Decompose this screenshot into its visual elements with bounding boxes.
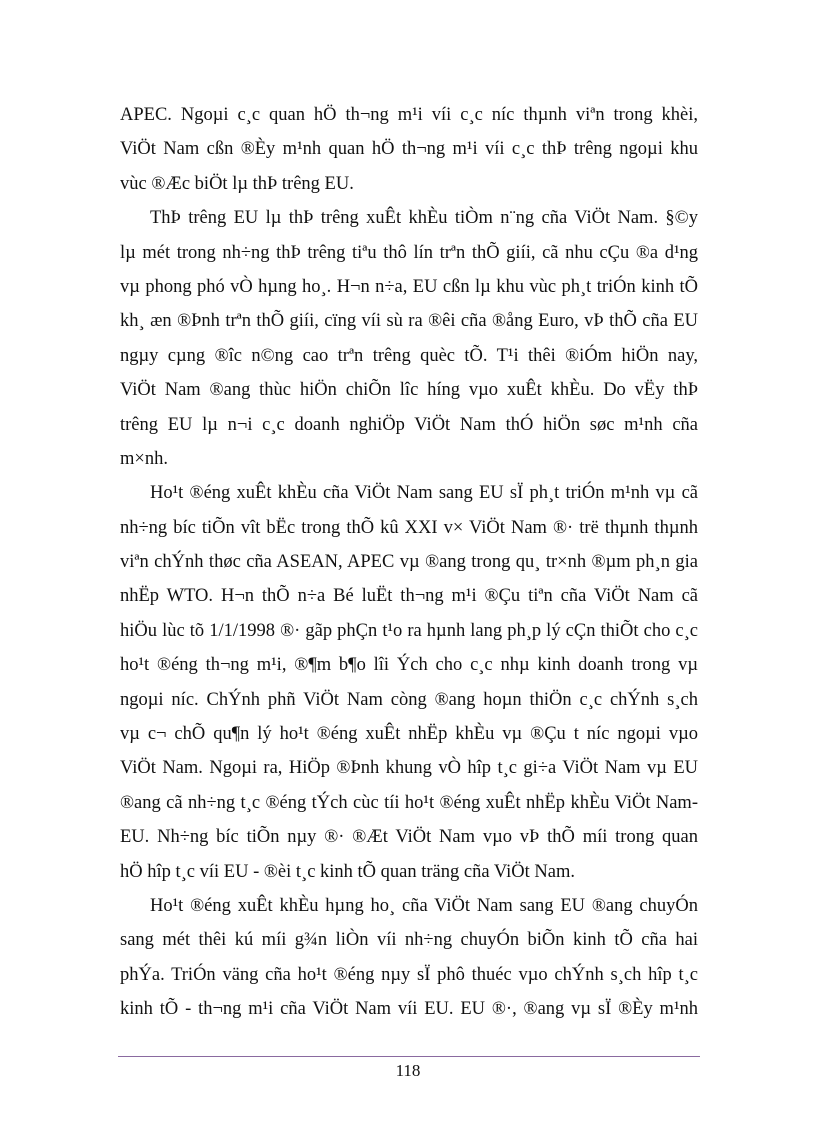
text-line: ®ang cã nh÷ng t¸c ®éng tÝch cùc tíi ho¹t ®éng xuÊt nhËp khÈu ViÖt Nam-: [120, 792, 698, 813]
paragraph: [120, 889, 698, 1027]
text-line: ngµy cµng ®îc n©ng cao trªn trêng quèc tÕ. T¹i thêi ®iÓm hiÖn nay,: [120, 345, 698, 366]
body-text: [120, 98, 698, 1027]
text-line: vµ phong phó vÒ hµng ho¸. H¬n n÷a, EU cßn lµ khu vùc ph¸t triÓn kinh tÕ: [120, 276, 698, 297]
text-line: ViÖt Nam cßn ®Èy m¹nh quan hÖ th¬ng m¹i víi c¸c thÞ trêng ngoµi khu: [120, 139, 698, 160]
text-line: APEC. Ngoµi c¸c quan hÖ th¬ng m¹i víi c¸c níc thµnh viªn trong khèi,: [120, 105, 698, 125]
text-line: hiÖu lùc tõ 1/1/1998 ®· gãp phÇn t¹o ra hµnh lang ph¸p lý cÇn thiÕt cho c¸c: [120, 620, 698, 641]
footer-divider: [118, 1056, 700, 1057]
paragraph: [120, 98, 698, 201]
text-line: ThÞ trêng EU lµ thÞ trêng xuÊt khÈu tiÒm n¨ng cña ViÖt Nam. §©y: [150, 208, 698, 229]
paragraph: [120, 201, 698, 476]
text-line: lµ mét trong nh÷ng thÞ trêng tiªu thô lín trªn thÕ giíi, cã nhu cÇu ®a d¹ng: [120, 242, 698, 263]
text-line: vµ c¬ chÕ qu¶n lý ho¹t ®éng xuÊt nhËp khÈu vµ ®Çu t níc ngoµi vµo: [120, 724, 698, 745]
text-line: trêng EU lµ n¬i c¸c doanh nghiÖp ViÖt Nam thÓ hiÖn søc m¹nh cña: [120, 414, 698, 435]
text-line: ho¹t ®éng th¬ng m¹i, ®¶m b¶o lîi Ých cho c¸c nhµ kinh doanh trong vµ: [120, 655, 698, 676]
text-line: nh÷ng bíc tiÕn vît bËc trong thÕ kû XXI v× ViÖt Nam ®· trë thµnh thµnh: [120, 517, 698, 538]
text-line: ngoµi níc. ChÝnh phñ ViÖt Nam còng ®ang hoµn thiÖn c¸c chÝnh s¸ch: [120, 689, 698, 710]
text-line: Ho¹t ®éng xuÊt khÈu hµng ho¸ cña ViÖt Nam sang EU ®ang chuyÓn: [150, 895, 698, 916]
text-line: viªn chÝnh thøc cña ASEAN, APEC vµ ®ang trong qu¸ tr×nh ®µm ph¸n gia: [120, 552, 698, 573]
text-line: ViÖt Nam ®ang thùc hiÖn chiÕn lîc híng vµo xuÊt khÈu. Do vËy thÞ: [120, 380, 698, 401]
text-line: vùc ®Æc biÖt lµ thÞ trêng EU.: [120, 173, 354, 194]
text-line: ViÖt Nam. Ngoµi ra, HiÖp ®Þnh khung vÒ hîp t¸c gi÷a ViÖt Nam vµ EU: [120, 758, 698, 779]
text-line: phÝa. TriÓn väng cña ho¹t ®éng nµy sÏ phô thuéc vµo chÝnh s¸ch hîp t¸c: [120, 964, 698, 985]
text-line: kh¸ æn ®Þnh trªn thÕ giíi, cïng víi sù ra ®êi cña ®ång Euro, vÞ thÕ cña EU: [120, 311, 698, 332]
paragraph: [120, 476, 698, 889]
text-line: kinh tÕ - th¬ng m¹i cña ViÖt Nam víi EU. EU ®·, ®ang vµ sÏ ®Èy m¹nh: [120, 999, 698, 1020]
text-line: sang mét thêi kú míi g¾n liÒn víi nh÷ng chuyÓn biÕn kinh tÕ cña hai: [120, 930, 698, 951]
text-line: nhËp WTO. H¬n thÕ n÷a Bé luËt th¬ng m¹i ®Çu tiªn cña ViÖt Nam cã: [120, 586, 698, 607]
text-line: m×nh.: [120, 448, 168, 469]
text-line: EU. Nh÷ng bíc tiÕn nµy ®· ®Æt ViÖt Nam vµo vÞ thÕ míi trong quan: [120, 827, 698, 848]
text-line: Ho¹t ®éng xuÊt khÈu cña ViÖt Nam sang EU sÏ ph¸t triÓn m¹nh vµ cã: [150, 483, 698, 504]
text-line: hÖ hîp t¸c víi EU - ®èi t¸c kinh tÕ quan träng cña ViÖt Nam.: [120, 861, 575, 882]
page-number: 118: [395, 1061, 421, 1080]
